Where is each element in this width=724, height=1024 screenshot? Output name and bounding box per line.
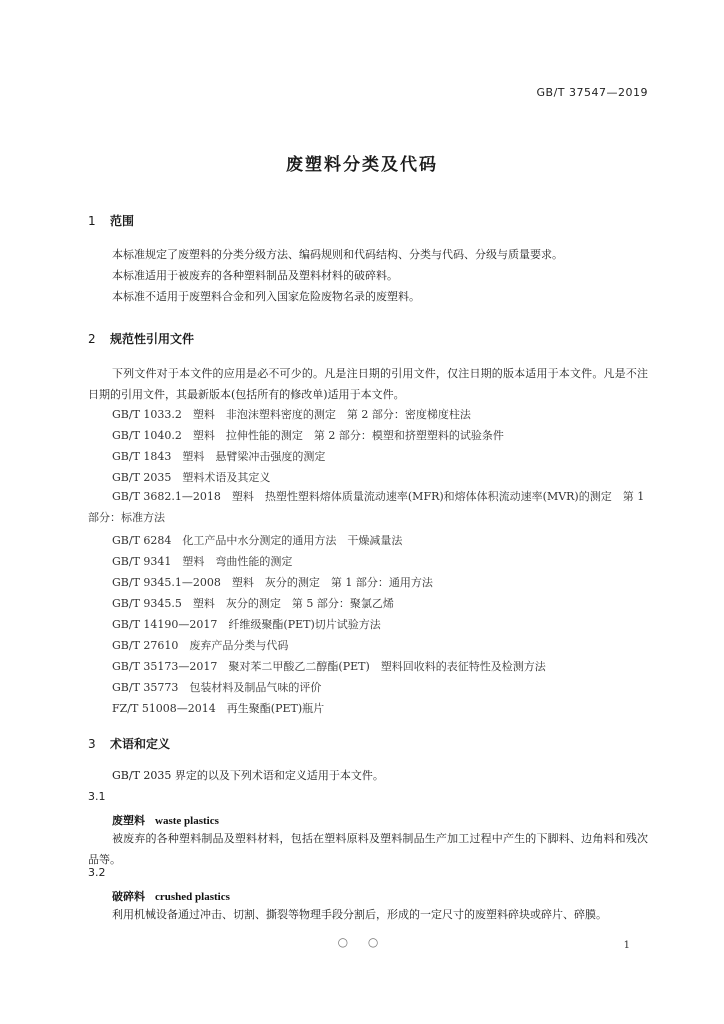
scope-paragraph: 本标准适用于被废弃的各种塑料制品及塑料材料的破碎料。: [112, 269, 398, 282]
term-english: waste plastics: [155, 815, 219, 827]
section-title: 规范性引用文件: [110, 332, 195, 346]
term-definition: 被废弃的各种塑料制品及塑料材料，包括在塑料原料及塑料制品生产加工过程中产生的下脚料、边角料和残次品等。: [88, 832, 648, 866]
term-definition: 利用机械设备通过冲击、切割、撕裂等物理手段分割后，形成的一定尺寸的废塑料碎块或碎片、碎膜。: [112, 908, 607, 921]
section-title: 范围: [110, 214, 135, 228]
reference-item: GB/T 9341 塑料 弯曲性能的测定: [112, 555, 293, 568]
reference-item: GB/T 27610 废弃产品分类与代码: [112, 639, 289, 652]
page-number: 1: [623, 940, 630, 951]
section-number: 1: [88, 214, 96, 228]
reference-item: GB/T 14190—2017 纤维级聚酯(PET)切片试验方法: [112, 618, 381, 631]
reference-item: GB/T 9345.5 塑料 灰分的测定 第 5 部分：聚氯乙烯: [112, 597, 394, 610]
section-heading-normative-references: [88, 330, 194, 347]
section-heading-scope: [88, 212, 134, 229]
reference-item: GB/T 6284 化工产品中水分测定的通用方法 干燥减量法: [112, 534, 403, 547]
reference-item: GB/T 2035 塑料术语及其定义: [112, 471, 271, 484]
scope-paragraph: 本标准规定了废塑料的分类分级方法、编码规则和代码结构、分类与代码、分级与质量要求。: [112, 248, 563, 261]
reference-item: GB/T 35173—2017 聚对苯二甲酸乙二醇酯(PET) 塑料回收料的表征特性及检测方法: [112, 660, 546, 673]
scope-paragraph: 本标准不适用于废塑料合金和列入国家危险废物名录的废塑料。: [112, 290, 420, 303]
reference-item: GB/T 3682.1—2018 塑料 热塑性塑料熔体质量流动速率(MFR)和熔体体积流动速率(MVR)的测定 第 1 部分：标准方法: [88, 490, 645, 524]
section-number: 2: [88, 332, 96, 346]
reference-item: GB/T 1040.2 塑料 拉伸性能的测定 第 2 部分：模塑和挤塑塑料的试验条件: [112, 429, 504, 442]
terms-intro: GB/T 2035 界定的以及下列术语和定义适用于本文件。: [112, 769, 384, 782]
term-number: 3.1: [88, 790, 106, 803]
term-entry: [112, 812, 219, 828]
section-number: 3: [88, 737, 96, 751]
footer-marks: ○ ○: [337, 935, 387, 949]
section-heading-terms-definitions: [88, 735, 170, 752]
term-english: crushed plastics: [155, 891, 230, 903]
term-entry: [112, 888, 230, 904]
reference-item: GB/T 9345.1—2008 塑料 灰分的测定 第 1 部分：通用方法: [112, 576, 433, 589]
reference-item: GB/T 35773 包装材料及制品气味的评价: [112, 681, 322, 694]
reference-item: GB/T 1843 塑料 悬臂梁冲击强度的测定: [112, 450, 326, 463]
term-chinese: 废塑料: [112, 814, 145, 827]
standard-number: GB/T 37547—2019: [536, 86, 648, 99]
reference-item: GB/T 1033.2 塑料 非泡沫塑料密度的测定 第 2 部分：密度梯度柱法: [112, 408, 471, 421]
section-title: 术语和定义: [110, 737, 171, 751]
references-intro: 下列文件对于本文件的应用是必不可少的。凡是注日期的引用文件，仅注日期的版本适用于本文件。凡是不注日期的引用文件，其最新版本(包括所有的修改单)适用于本文件。: [88, 367, 648, 401]
term-chinese: 破碎料: [112, 890, 145, 903]
page-title: 废塑料分类及代码: [286, 155, 438, 175]
term-number: 3.2: [88, 866, 106, 879]
reference-item: FZ/T 51008—2014 再生聚酯(PET)瓶片: [112, 702, 325, 715]
